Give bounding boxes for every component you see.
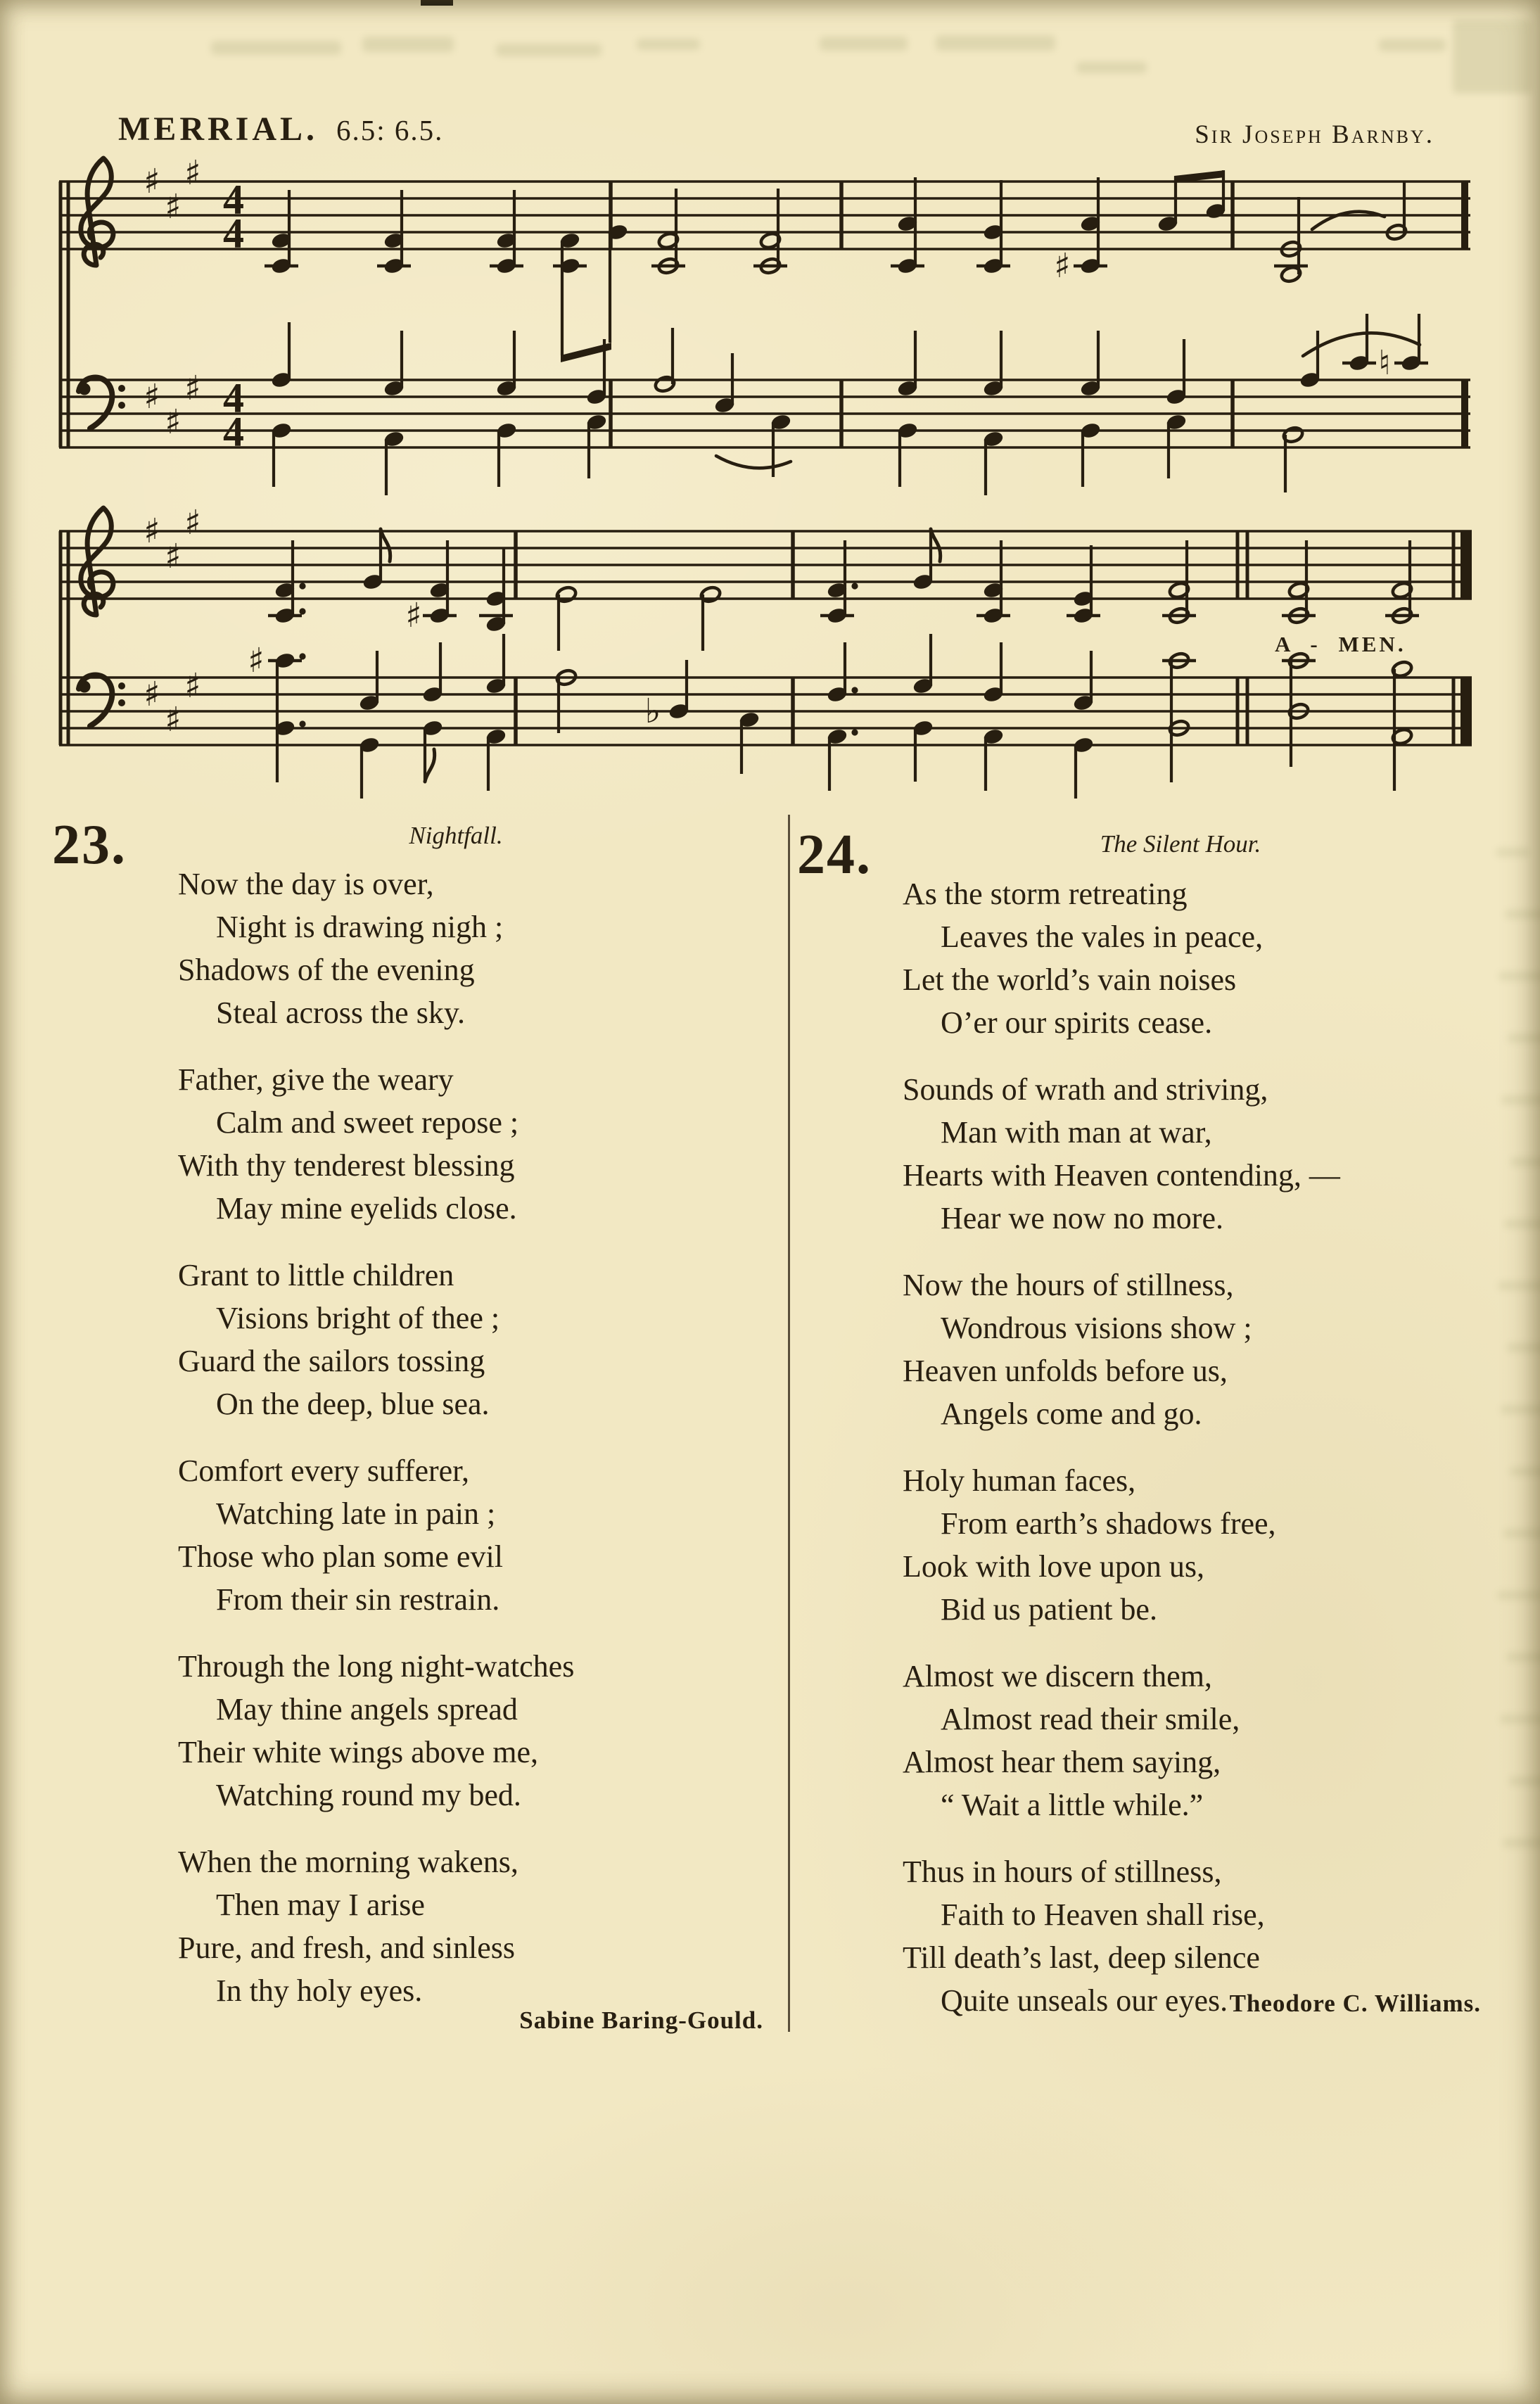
- composer-credit: Sir Joseph Barnby.: [1195, 120, 1434, 149]
- verse-line: Leaves the vales in peace,: [941, 920, 1264, 954]
- svg-text:♯: ♯: [184, 153, 201, 193]
- tune-title: MERRIAL.: [118, 110, 319, 148]
- stanza: [178, 1058, 783, 1230]
- verse-line: Wondrous visions show ;: [941, 1311, 1252, 1345]
- stanza: [903, 1264, 1508, 1435]
- stanza: [903, 1068, 1508, 1240]
- verse-line: Guard the sailors tossing: [178, 1344, 485, 1378]
- verse-line: Look with love upon us,: [903, 1549, 1204, 1584]
- verse-line: Heaven unfolds before us,: [903, 1354, 1228, 1388]
- stanza: [178, 1645, 783, 1817]
- verse-line: From their sin restrain.: [216, 1582, 500, 1617]
- verse-line: Their white wings above me,: [178, 1735, 538, 1769]
- verse-line: “ Wait a little while.”: [941, 1788, 1204, 1822]
- stanza: [903, 872, 1508, 1044]
- svg-text:4: 4: [223, 409, 244, 455]
- verse-line: Let the world’s vain noises: [903, 962, 1237, 997]
- verse-line: Shadows of the evening: [178, 953, 475, 987]
- hymn-24-author: Theodore C. Williams.: [1229, 1990, 1481, 2017]
- hymn-number-23: 23.: [52, 814, 127, 876]
- svg-text:♯: ♯: [165, 700, 182, 739]
- svg-text:♯: ♯: [165, 187, 182, 227]
- stanza: [903, 1655, 1508, 1826]
- amen-label: A - MEN.: [1275, 632, 1406, 656]
- hymn-number-24: 24.: [797, 824, 872, 886]
- verse-line: Angels come and go.: [941, 1397, 1202, 1431]
- verse-line: Holy human faces,: [903, 1463, 1136, 1498]
- verse-line: Faith to Heaven shall rise,: [941, 1897, 1265, 1932]
- verse-line: With thy tenderest blessing: [178, 1148, 515, 1183]
- verse-line: Hear we now no more.: [941, 1201, 1223, 1235]
- svg-text:♯: ♯: [165, 537, 182, 576]
- verse-line: Quite unseals our eyes.: [941, 1983, 1228, 2018]
- column-divider: [788, 815, 790, 2032]
- svg-text:4: 4: [223, 210, 244, 257]
- verse-line: May mine eyelids close.: [216, 1191, 517, 1226]
- verse-line: From earth’s shadows free,: [941, 1506, 1276, 1541]
- verse-line: Almost read their smile,: [941, 1702, 1240, 1736]
- verse-line: Steal across the sky.: [216, 996, 465, 1030]
- svg-text:♯: ♯: [184, 369, 201, 408]
- svg-text:♯: ♯: [144, 162, 160, 201]
- verse-line: Till death’s last, deep silence: [903, 1940, 1260, 1975]
- stanza: [903, 1459, 1508, 1631]
- hymn-23-author: Sabine Baring-Gould.: [519, 2006, 763, 2034]
- verse-line: Thus in hours of stillness,: [903, 1855, 1222, 1889]
- verse-line: Father, give the weary: [178, 1062, 454, 1097]
- verse-line: Through the long night-watches: [178, 1649, 575, 1684]
- verse-line: As the storm retreating: [903, 877, 1188, 911]
- svg-text:♯: ♯: [1054, 246, 1071, 286]
- verse-line: On the deep, blue sea.: [216, 1387, 490, 1421]
- verse-line: When the morning wakens,: [178, 1845, 518, 1879]
- verse-line: Comfort every sufferer,: [178, 1454, 470, 1488]
- verse-line: Now the day is over,: [178, 867, 434, 901]
- verse-line: Visions bright of thee ;: [216, 1301, 500, 1335]
- verse-line: Almost hear them saying,: [903, 1745, 1221, 1779]
- verse-line: Then may I arise: [216, 1888, 425, 1922]
- svg-text:♯: ♯: [165, 402, 182, 442]
- svg-text:♯: ♯: [184, 666, 201, 706]
- verse-line: Watching round my bed.: [216, 1778, 521, 1812]
- verse-line: May thine angels spread: [216, 1692, 518, 1726]
- tune-meter: 6.5: 6.5.: [336, 114, 444, 146]
- svg-text:♯: ♯: [405, 596, 422, 635]
- verse-line: Almost we discern them,: [903, 1659, 1212, 1693]
- header: [118, 110, 443, 148]
- hymn-24-stanzas: [903, 872, 1508, 2046]
- svg-text:♮: ♮: [1378, 343, 1391, 383]
- stanza: [178, 1840, 783, 2012]
- verse-line: Watching late in pain ;: [216, 1496, 496, 1531]
- verse-line: O’er our spirits cease.: [941, 1005, 1213, 1040]
- verse-line: In thy holy eyes.: [216, 1973, 423, 2008]
- svg-text:♯: ♯: [248, 641, 265, 680]
- hymn-title-silent-hour: The Silent Hour.: [1100, 830, 1261, 858]
- svg-text:♯: ♯: [144, 675, 160, 714]
- verse-line: Pure, and fresh, and sinless: [178, 1931, 516, 1965]
- svg-text:♯: ♯: [144, 511, 160, 551]
- verse-line: Now the hours of stillness,: [903, 1268, 1234, 1302]
- verse-line: Night is drawing nigh ;: [216, 910, 504, 944]
- verse-line: Bid us patient be.: [941, 1592, 1157, 1627]
- verse-line: Those who plan some evil: [178, 1539, 503, 1574]
- verse-line: Calm and sweet repose ;: [216, 1105, 519, 1140]
- hymn-23-stanzas: [178, 863, 783, 2036]
- verse-line: Hearts with Heaven contending, —: [903, 1158, 1340, 1193]
- svg-text:4: 4: [223, 375, 244, 421]
- svg-text:♭: ♭: [644, 692, 661, 731]
- verse-line: Sounds of wrath and striving,: [903, 1072, 1268, 1107]
- verse-line: Man with man at war,: [941, 1115, 1212, 1150]
- verse-line: Grant to little children: [178, 1258, 454, 1292]
- svg-text:♯: ♯: [184, 503, 201, 542]
- stanza: [178, 1449, 783, 1621]
- stanza: [178, 1254, 783, 1425]
- stanza: [178, 863, 783, 1034]
- svg-text:♯: ♯: [144, 377, 160, 416]
- hymn-title-nightfall: Nightfall.: [409, 822, 503, 849]
- svg-text:4: 4: [223, 177, 244, 223]
